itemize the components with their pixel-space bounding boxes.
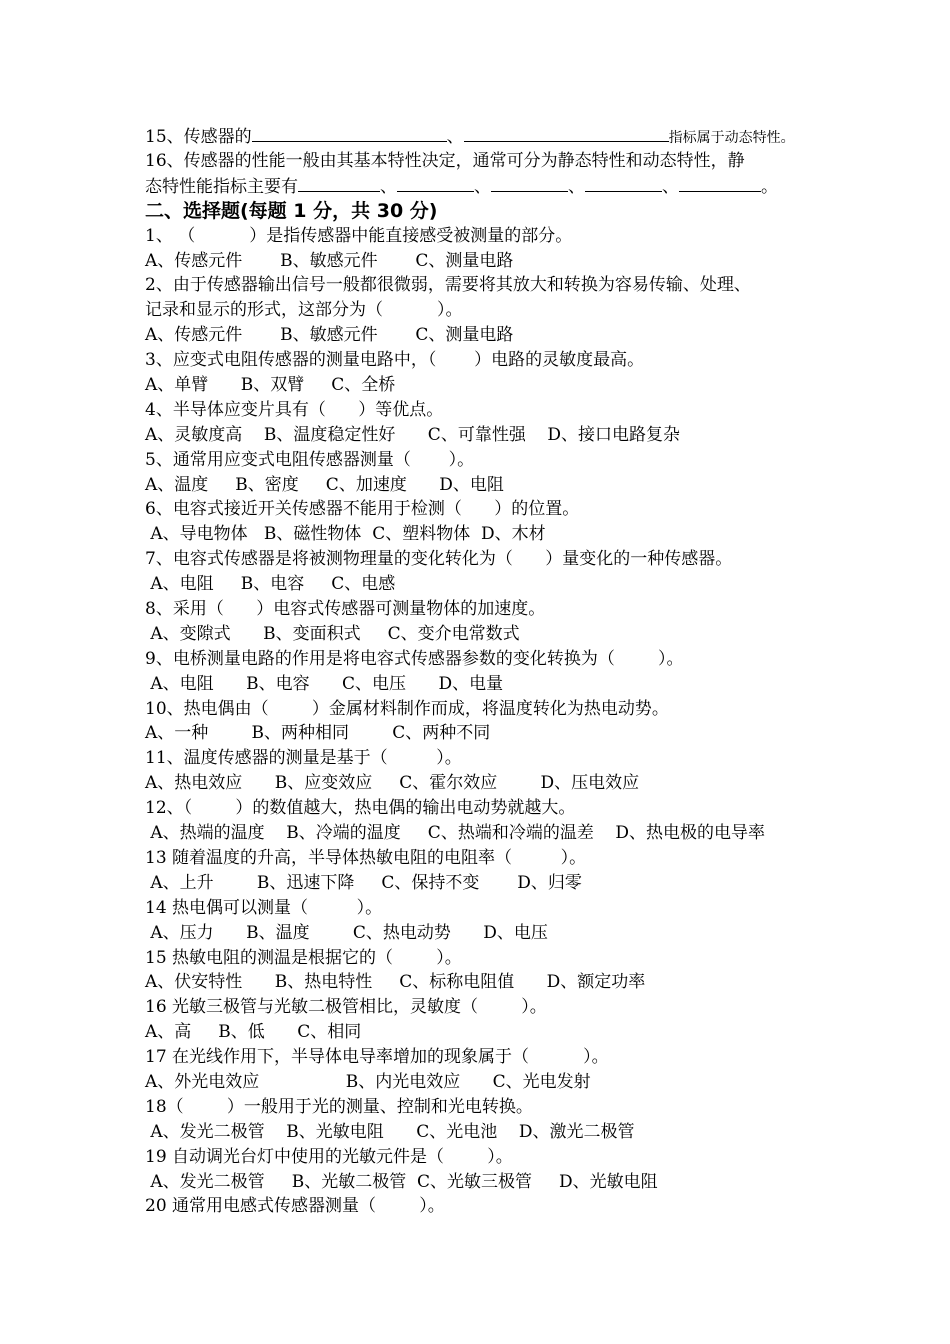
question-15-fill-in: [145, 124, 815, 149]
answer-blank[interactable]: [397, 174, 474, 192]
option-line: A、伏安特性 B、热电特性 C、标称电阻值 D、额定功率: [145, 972, 646, 993]
section-heading: 二、选择题(每题 1 分，共 30 分): [145, 199, 438, 222]
q16-separator: 、: [662, 176, 679, 197]
question-16-line-1: 16、传感器的性能一般由其基本特性决定，通常可分为静态特性和动态特性，静: [145, 150, 745, 171]
q15-suffix: 指标属于动态特性。: [668, 130, 795, 146]
option-line: A、发光二极管 B、光敏电阻 C、光电池 D、激光二极管: [145, 1121, 635, 1142]
question-line: 5、通常用应变式电阻传感器测量（ ）。: [145, 449, 475, 470]
answer-blank[interactable]: [464, 124, 669, 142]
question-line: 1、 （ ）是指传感器中能直接感受被测量的部分。: [145, 225, 573, 246]
option-line: A、上升 B、迅速下降 C、保持不变 D、归零: [145, 872, 582, 893]
question-line: 16 光敏三极管与光敏二极管相比，灵敏度（ ）。: [145, 997, 547, 1018]
question-line: 11、温度传感器的测量是基于（ ）。: [145, 748, 462, 769]
answer-blank[interactable]: [679, 174, 761, 192]
question-line: 14 热电偶可以测量（ ）。: [145, 897, 383, 918]
option-line: A、电阻 B、电容 C、电感: [145, 574, 396, 595]
option-line: A、高 B、低 C、相同: [145, 1022, 362, 1043]
q16-separator: 、: [380, 176, 397, 197]
q16-prefix: 态特性能指标主要有: [145, 176, 298, 197]
option-line: A、发光二极管 B、光敏二极管 C、光敏三极管 D、光敏电阻: [145, 1171, 658, 1192]
q15-separator: 、: [446, 127, 464, 147]
q15-prefix: 15、传感器的: [145, 127, 252, 147]
question-16-line-2: [145, 174, 815, 199]
q16-separator: 、: [474, 176, 491, 197]
option-line: A、灵敏度高 B、温度稳定性好 C、可靠性强 D、接口电路复杂: [145, 424, 681, 445]
question-line: 6、电容式接近开关传感器不能用于检测（ ）的位置。: [145, 499, 580, 520]
answer-blank[interactable]: [491, 174, 568, 192]
question-line: 3、应变式电阻传感器的测量电路中，（ ）电路的灵敏度最高。: [145, 350, 645, 371]
option-line: A、外光电效应 B、内光电效应 C、光电发射: [145, 1071, 591, 1092]
question-line: 13 随着温度的升高，半导体热敏电阻的电阻率（ ）。: [145, 847, 587, 868]
answer-blank[interactable]: [298, 174, 380, 192]
exam-content: [145, 124, 815, 1219]
option-line: A、电阻 B、电容 C、电压 D、电量: [145, 673, 504, 694]
question-line: 17 在光线作用下，半导体电导率增加的现象属于（ ）。: [145, 1047, 609, 1068]
question-line: 15 热敏电阻的测温是根据它的（ ）。: [145, 947, 462, 968]
question-line: 20 通常用电感式传感器测量（ ）。: [145, 1196, 445, 1217]
question-line: 记录和显示的形式，这部分为（ ）。: [145, 300, 463, 321]
question-line: 18（ ）一般用于光的测量、控制和光电转换。: [145, 1096, 533, 1117]
option-line: A、一种 B、两种相同 C、两种不同: [145, 723, 491, 744]
question-line: 4、半导体应变片具有（ ）等优点。: [145, 399, 444, 420]
option-line: A、单臂 B、双臂 C、全桥: [145, 375, 396, 396]
option-line: A、压力 B、温度 C、热电动势 D、电压: [145, 922, 548, 943]
question-line: 19 自动调光台灯中使用的光敏元件是（ ）。: [145, 1146, 513, 1167]
question-line: 10、热电偶由（ ）金属材料制作而成，将温度转化为热电动势。: [145, 698, 669, 719]
option-line: A、导电物体 B、磁性物体 C、塑料物体 D、木材: [145, 524, 546, 545]
option-line: A、传感元件 B、敏感元件 C、测量电路: [145, 250, 514, 271]
question-line: 2、由于传感器输出信号一般都很微弱，需要将其放大和转换为容易传输、处理、: [145, 275, 751, 296]
option-line: A、温度 B、密度 C、加速度 D、电阻: [145, 474, 504, 495]
q16-end: 。: [761, 176, 778, 197]
option-line: A、传感元件 B、敏感元件 C、测量电路: [145, 325, 514, 346]
question-line: 8、采用（ ）电容式传感器可测量物体的加速度。: [145, 599, 546, 620]
q16-separator: 、: [568, 176, 585, 197]
option-line: A、热端的温度 B、冷端的温度 C、热端和冷端的温差 D、热电极的电导率: [145, 823, 766, 844]
option-line: A、变隙式 B、变面积式 C、变介电常数式: [145, 623, 520, 644]
question-line: 7、电容式传感器是将被测物理量的变化转化为（ ）量变化的一种传感器。: [145, 549, 733, 570]
question-line: 12、（ ）的数值越大，热电偶的输出电动势就越大。: [145, 798, 576, 819]
option-line: A、热电效应 B、应变效应 C、霍尔效应 D、压电效应: [145, 773, 640, 794]
answer-blank[interactable]: [252, 124, 447, 142]
answer-blank[interactable]: [585, 174, 662, 192]
question-line: 9、电桥测量电路的作用是将电容式传感器参数的变化转换为（ ）。: [145, 648, 684, 669]
